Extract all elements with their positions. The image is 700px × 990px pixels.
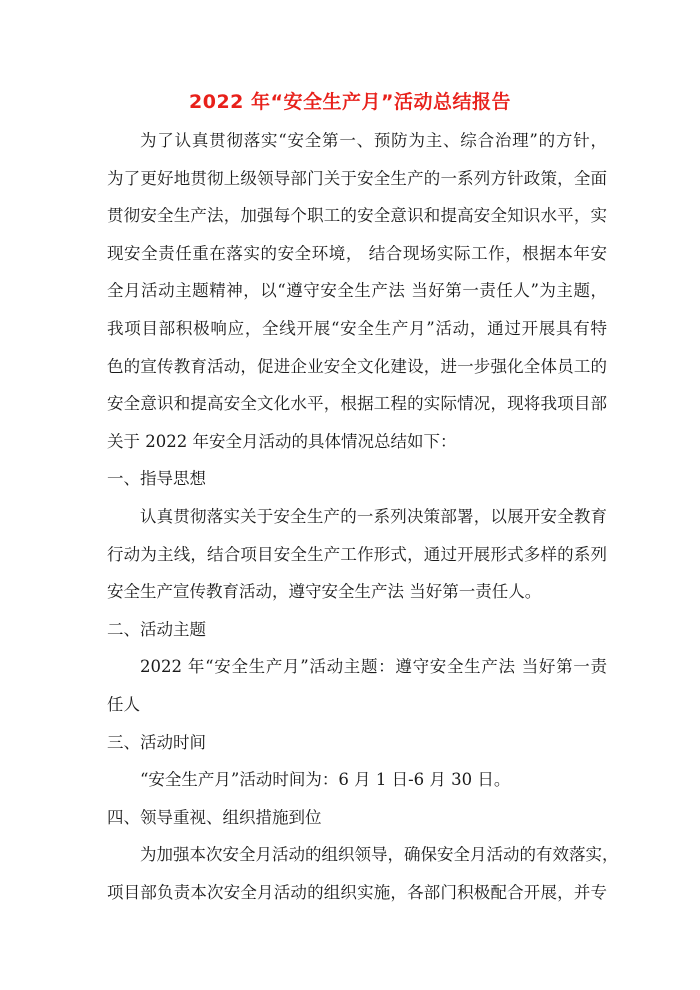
text-line: 为了更好地贯彻上级领导部门关于安全生产的一系列方针政策，全面: [107, 168, 607, 188]
text-line: 为加强本次安全月活动的组织领导，确保安全月活动的有效落实，: [140, 845, 619, 865]
document-title: 2022 年“安全生产月”活动总结报告: [189, 91, 511, 113]
text-line: 安全生产宣传教育活动，遵守安全生产法 当好第一责任人。: [107, 582, 542, 602]
section-heading: 四、领导重视、组织措施到位: [107, 807, 322, 827]
text-line: 关于 2022 年安全月活动的具体情况总结如下：: [107, 431, 457, 451]
section-heading: 一、指导思想: [107, 469, 206, 489]
section-heading: 三、活动时间: [107, 732, 206, 752]
text-line: 为了认真贯彻落实“安全第一、预防为主、综合治理”的方针，: [140, 131, 607, 150]
text-line: 项目部负责本次安全月活动的组织实施，各部门积极配合开展，并专: [107, 882, 607, 902]
text-line: 行动为主线，结合项目安全生产工作形式，通过开展形式多样的系列: [107, 544, 607, 564]
text-line: 贯彻安全生产法，加强每个职工的安全意识和提高安全知识水平，实: [107, 206, 607, 226]
text-line: 现安全责任重在落实的安全环境， 结合现场实际工作，根据本年安: [107, 243, 607, 263]
text-line: 认真贯彻落实关于安全生产的一系列决策部署，以展开安全教育: [140, 506, 607, 526]
text-line: “安全生产月”活动时间为：6 月 1 日-6 月 30 日。: [140, 770, 511, 790]
text-line: 任人: [107, 694, 140, 714]
text-line: 2022 年“安全生产月”活动主题：遵守安全生产法 当好第一责: [140, 657, 607, 677]
text-line: 我项目部积极响应，全线开展“安全生产月”活动，通过开展具有特: [107, 318, 607, 338]
text-line: 安全意识和提高安全文化水平，根据工程的实际情况，现将我项目部: [107, 394, 607, 414]
section-heading: 二、活动主题: [107, 619, 206, 639]
text-line: 全月活动主题精神，以“遵守安全生产法 当好第一责任人”为主题，: [107, 281, 607, 301]
text-line: 色的宣传教育活动，促进企业安全文化建设，进一步强化全体员工的: [107, 356, 607, 376]
document-body: [107, 122, 619, 911]
